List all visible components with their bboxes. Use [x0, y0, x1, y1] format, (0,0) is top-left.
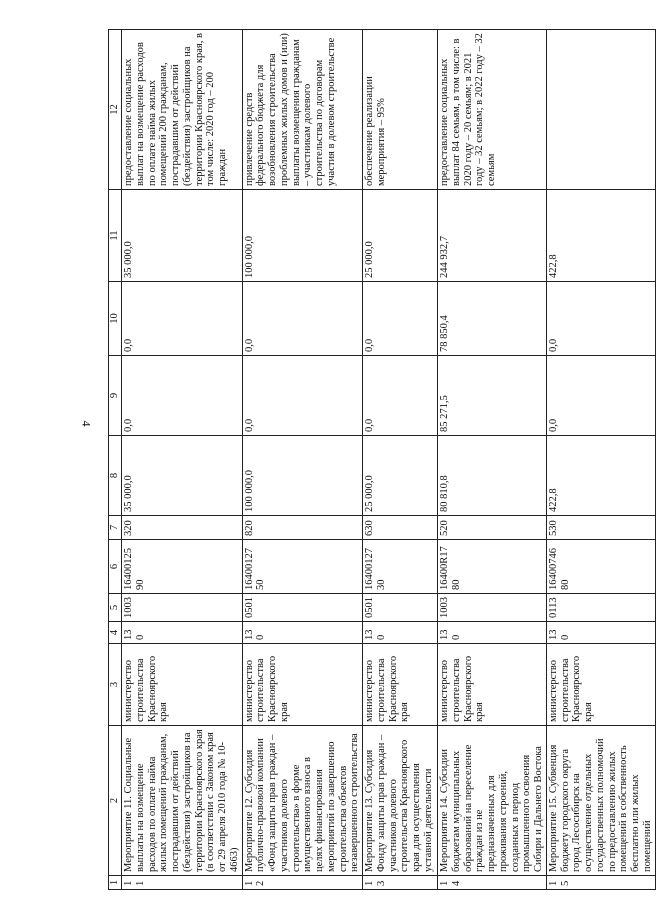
column-header: 9 [109, 356, 122, 436]
amount-2021: 0,0 [546, 356, 655, 436]
amount-2020: 100 000,0 [242, 436, 363, 516]
agency: министерство строительства Красноярского края [363, 644, 438, 726]
amount-2021: 0,0 [363, 356, 438, 436]
column-header: 3 [109, 644, 122, 726]
activity-name: Мероприятие 13. Субсидия Фонду защиты прав граждан – участников долевого строительства Красноярского края для осуществления уставной деятельности [363, 726, 438, 876]
amount-2022: 78 850,4 [438, 282, 547, 356]
grbs-code: 130 [438, 622, 547, 644]
agency: министерство строительства Красноярского края [122, 644, 243, 726]
row-number: 15 [546, 876, 655, 890]
column-header: 8 [109, 436, 122, 516]
csr-code: 1640074680 [546, 540, 655, 594]
expected-result: предоставление социальных выплат на возмещение расходов по оплате найма жилых помещений 200 гражданам, пострадавшим от действий (бездействия) застройщиков на территории Красноярского края, в том числе: 2020 год – 200 граждан [122, 30, 243, 190]
amount-2020: 422,8 [546, 436, 655, 516]
vr-code: 530 [546, 516, 655, 540]
row-number: 13 [363, 876, 438, 890]
amount-2021: 0,0 [122, 356, 243, 436]
rzpr-code: 1003 [438, 594, 547, 622]
activity-name: Мероприятие 11. Социальные выплаты на возмещение расходов по оплате найма жилых помещений гражданам, пострадавшим от действий (бездействия) застройщиков на территории Красноярского края (в соответствии с Законом края от 29 апреля 2010 года № 10-4663) [122, 726, 243, 876]
rzpr-code: 0113 [546, 594, 655, 622]
amount-2022: 0,0 [546, 282, 655, 356]
table-row [363, 30, 438, 890]
column-header: 11 [109, 190, 122, 282]
column-header: 2 [109, 726, 122, 876]
amount-2020: 80 810,8 [438, 436, 547, 516]
vr-code: 820 [242, 516, 363, 540]
amount-2022: 0,0 [242, 282, 363, 356]
csr-code: 16400R1780 [438, 540, 547, 594]
table-row [122, 30, 243, 890]
amount-total: 100 000,0 [242, 190, 363, 282]
amount-2021: 85 271,5 [438, 356, 547, 436]
activity-name: Мероприятие 12. Субсидия публично-правовой компании «Фонд защиты прав граждан – участников долевого строительства» в форме имущественного взноса в целях финансирования мероприятий по завершению строительства объектов незавершенного строительства [242, 726, 363, 876]
column-header: 1 [109, 876, 122, 890]
csr-code: 1640012750 [242, 540, 363, 594]
column-header: 5 [109, 594, 122, 622]
table-row [242, 30, 363, 890]
page-number: 4 [79, 420, 94, 427]
expected-result: привлечение средств федерального бюджета для возобновления строительства проблемных жилых домов и (или) выплаты возмещения гражданам – участникам долевого строительства по договорам участия в долевом строительстве [242, 30, 363, 190]
column-header: 4 [109, 622, 122, 644]
column-header: 12 [109, 30, 122, 190]
vr-code: 630 [363, 516, 438, 540]
amount-total: 244 932,7 [438, 190, 547, 282]
csr-code: 1640012730 [363, 540, 438, 594]
vr-code: 520 [438, 516, 547, 540]
agency: министерство строительства Красноярского края [546, 644, 655, 726]
row-number: 14 [438, 876, 547, 890]
grbs-code: 130 [363, 622, 438, 644]
column-header: 10 [109, 282, 122, 356]
expected-result [546, 30, 655, 190]
amount-total: 422,8 [546, 190, 655, 282]
row-number: 11 [122, 876, 243, 890]
grbs-code: 130 [242, 622, 363, 644]
activity-name: Мероприятие 15. Субвенция бюджету городского округа город Лесосибирск на осуществление отдельных государственных полномочий по предоставлению жилых помещений в собственность бесплатно или жилых помещений [546, 726, 655, 876]
agency: министерство строительства Красноярского края [438, 644, 547, 726]
amount-total: 35 000,0 [122, 190, 243, 282]
row-number: 12 [242, 876, 363, 890]
expected-result: предоставление социальных выплат 84 семьям, в том числе: в 2020 году – 20 семьям; в 2021 году – 32 семьям; в 2022 году – 32 семьям [438, 30, 547, 190]
grbs-code: 130 [546, 622, 655, 644]
budget-activities-table [108, 29, 656, 890]
activity-name: Мероприятие 14. Субсидии бюджетам муниципальных образований на переселение граждан из не предназначенных для проживания строений, созданных в период промышленного освоения Сибири и Дальнего Востока [438, 726, 547, 876]
table-row [438, 30, 547, 890]
amount-2021: 0,0 [242, 356, 363, 436]
grbs-code: 130 [122, 622, 243, 644]
csr-code: 1640012590 [122, 540, 243, 594]
agency: министерство строительства Красноярского края [242, 644, 363, 726]
table-row [546, 30, 655, 890]
rotated-table-container [108, 30, 653, 890]
rzpr-code: 1003 [122, 594, 243, 622]
column-number-row [109, 30, 122, 890]
rzpr-code: 0501 [242, 594, 363, 622]
rzpr-code: 0501 [363, 594, 438, 622]
amount-2022: 0,0 [363, 282, 438, 356]
amount-total: 25 000,0 [363, 190, 438, 282]
vr-code: 320 [122, 516, 243, 540]
amount-2020: 35 000,0 [122, 436, 243, 516]
column-header: 6 [109, 540, 122, 594]
column-header: 7 [109, 516, 122, 540]
amount-2022: 0,0 [122, 282, 243, 356]
expected-result: обеспечение реализации мероприятия – 95% [363, 30, 438, 190]
amount-2020: 25 000,0 [363, 436, 438, 516]
